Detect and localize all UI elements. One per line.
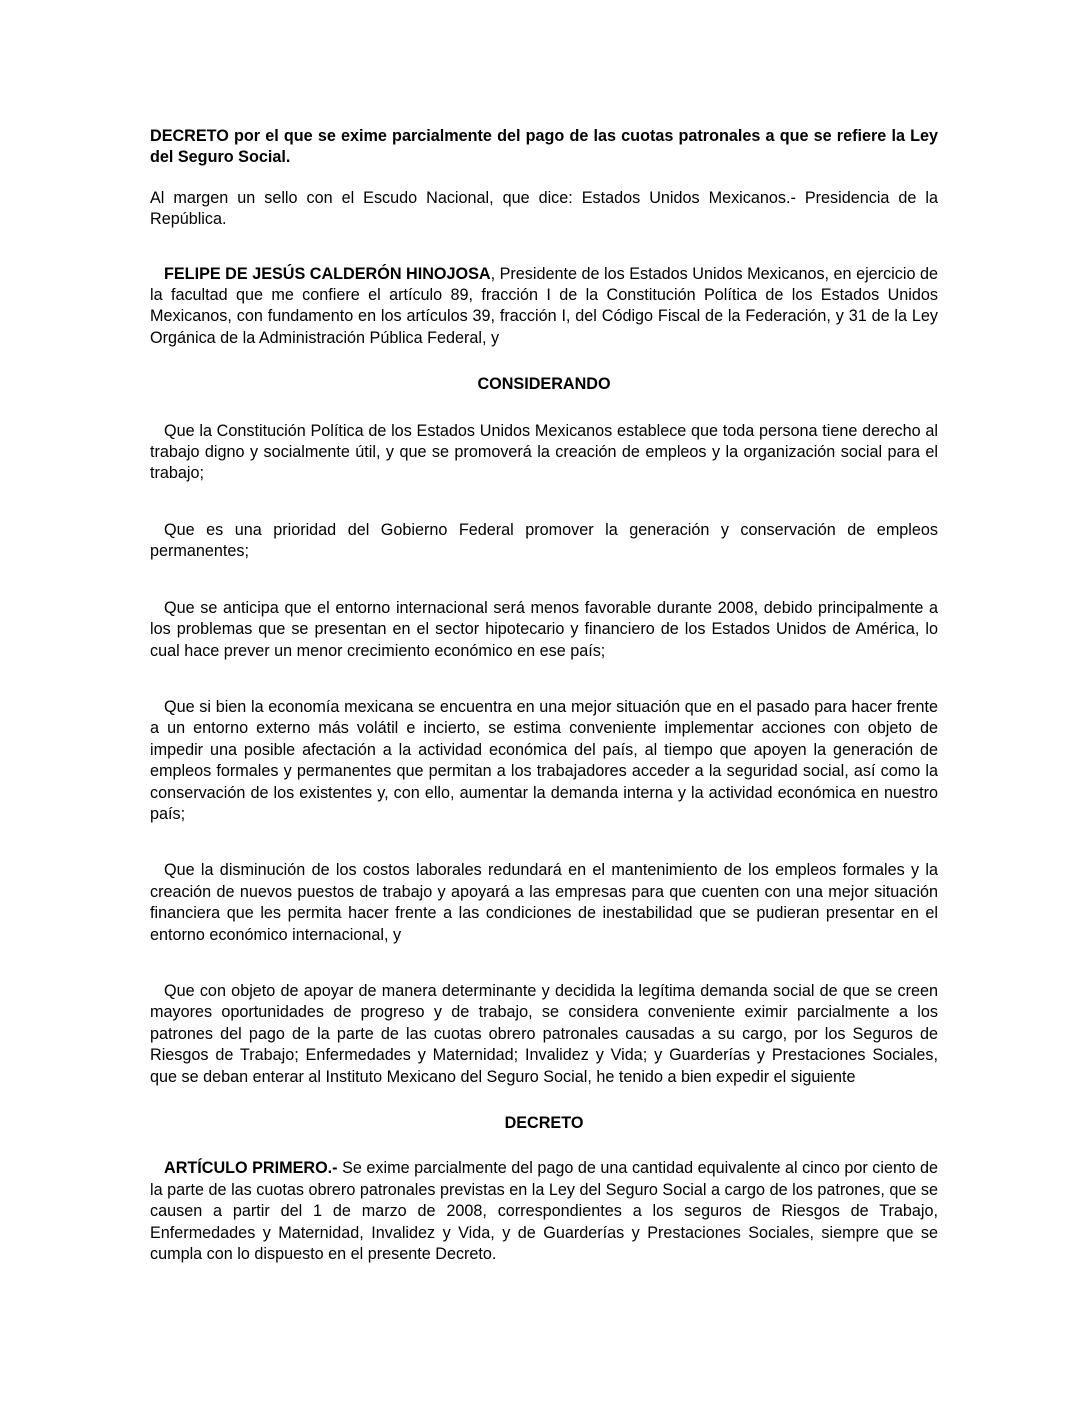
intro-paragraph [150,264,938,350]
considerando-paragraph: Que la disminución de los costos laborales redundará en el mantenimiento de los empleos formales y la creación de nuevos puestos de trabajo y apoyará a las empresas para que cuenten con una mejor situación financiera que les permita hacer frente a las condiciones de inestabilidad que se pudieran presentar en el entorno económico internacional, y [150,861,938,944]
decree-title: DECRETO por el que se exime parcialmente del pago de las cuotas patronales a que se refiere la Ley del Seguro Social. [150,127,938,167]
articulo-primero-text: Se exime parcialmente del pago de una cantidad equivalente al cinco por ciento de la parte de las cuotas obrero patronales previstas en la Ley del Seguro Social a cargo de los patrones, que se causen a partir del 1 de marzo de 2008, correspondientes a los seguros de Riesgos de Trabajo, Enfermedades y Maternidad, Invalidez y Vida, y de Guarderías y Prestaciones Sociales, siempre que se cumpla con lo dispuesto en el presente Decreto. [150,1159,939,1264]
considerando-paragraph: Que es una prioridad del Gobierno Federal promover la generación y conservación de empleos permanentes; [150,520,938,561]
considerando-paragraph: Que la Constitución Política de los Estados Unidos Mexicanos establece que toda persona tiene derecho al trabajo digno y socialmente útil, y que se promoverá la creación de empleos y la organización social para el trabajo; [150,421,938,483]
considerando-paragraph: Que si bien la economía mexicana se encuentra en una mejor situación que en el pasado para hacer frente a un entorno externo más volátil e incierto, se estima conveniente implementar acciones con objeto de impedir una posible afectación a la actividad económica del país, al tiempo que apoyen la generación de empleos formales y permanentes que permitan a los trabajadores acceder a la seguridad social, así como la conservación de los existentes y, con ello, aumentar la demanda interna y la actividad económica en nuestro país; [150,697,938,823]
considerando-heading: CONSIDERANDO [477,375,611,394]
considerando-paragraph: Que con objeto de apoyar de manera determinante y decidida la legítima demanda social de que se creen mayores oportunidades de progreso y de trabajo, se considera conveniente eximir parcialmente a los patrones del pago de la parte de las cuotas obrero patronales causadas a su cargo, por los Seguros de Riesgos de Trabajo; Enfermedades y Maternidad; Invalidez y Vida; y Guarderías y Prestaciones Sociales, que se deban enterar al Instituto Mexicano del Seguro Social, he tenido a bien expedir el siguiente [150,981,938,1086]
considerando-paragraph: Que se anticipa que el entorno internacional será menos favorable durante 2008, debido principalmente a los problemas que se presentan en el sector hipotecario y financiero de los Estados Unidos de América, lo cual hace prever un menor crecimiento económico en ese país; [150,598,938,660]
document-page [150,126,938,1265]
articulo-primero-label: ARTÍCULO PRIMERO.- [164,1159,338,1178]
president-name: FELIPE DE JESÚS CALDERÓN HINOJOSA [164,264,491,283]
articulo-primero-paragraph [150,1158,938,1265]
seal-note: Al margen un sello con el Escudo Nacional, que dice: Estados Unidos Mexicanos.- Presidencia de la República. [150,188,938,229]
decreto-heading: DECRETO [504,1114,584,1132]
intro-text: , Presidente de los Estados Unidos Mexicanos, en ejercicio de la facultad que me confiere el artículo 89, fracción I de la Constitución Política de los Estados Unidos Mexicanos, con fundamento en los artículos 39, fracción I, del Código Fiscal de la Federación, y 31 de la Ley Orgánica de la Administración Pública Federal, y [150,264,938,347]
